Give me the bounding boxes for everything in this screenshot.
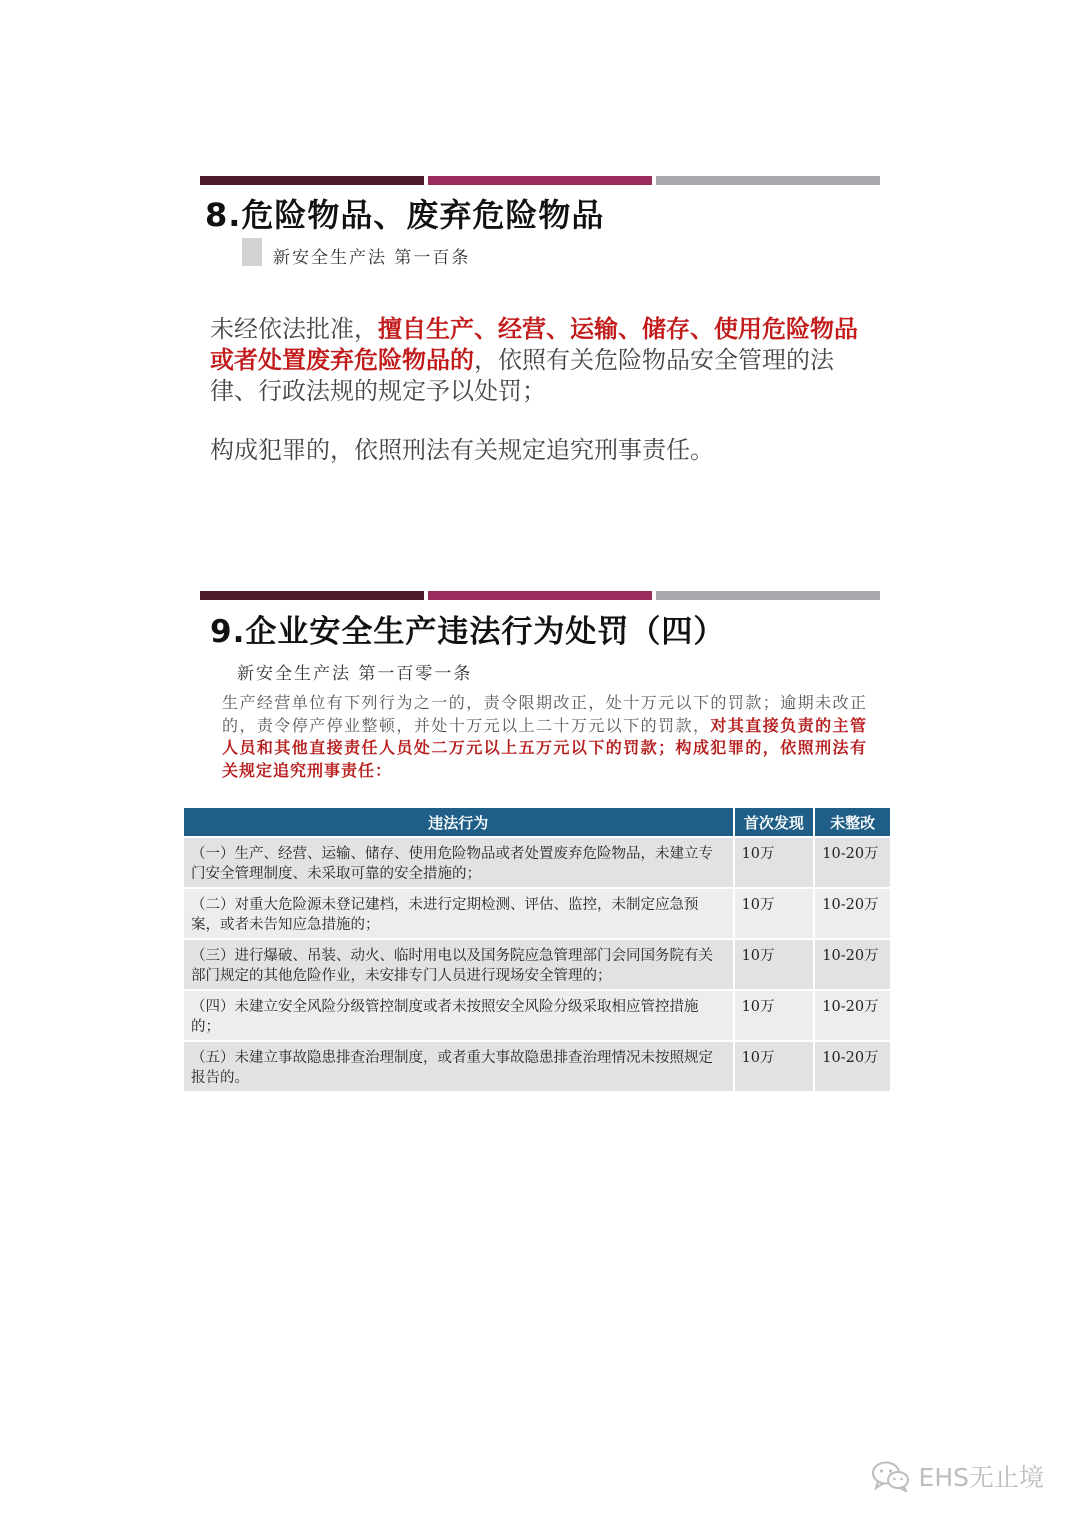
penalty-table [184, 808, 890, 1091]
cell-violation: （五）未建立事故隐患排查治理制度，或者重大事故隐患排查治理情况未按照规定报告的。 [184, 1041, 734, 1091]
section8-decor-bars [200, 176, 880, 185]
cell-not-rectified: 10-20万 [814, 888, 890, 939]
cell-first-found: 10万 [734, 837, 815, 888]
article-text-normal: 生产经营单位有下列行为之一的，责令限期改正，处十万元以下的罚款；逾期未改正的，责令停产停业整顿，并处十万元以上二十万元以下的罚款， [222, 693, 867, 735]
table-row [184, 888, 890, 939]
section8-title: 8.危险物品、废弃危险物品 [205, 196, 605, 234]
cell-violation: （三）进行爆破、吊装、动火、临时用电以及国务院应急管理部门会同国务院有关部门规定的其他危险作业，未安排专门人员进行现场安全管理的； [184, 939, 734, 990]
section8-paragraph-2: 构成犯罪的，依照刑法有关规定追究刑事责任。 [210, 436, 714, 464]
section8-subhead-marker [242, 238, 262, 266]
cell-first-found: 10万 [734, 990, 815, 1041]
section9-article-text [222, 692, 867, 782]
cell-not-rectified: 10-20万 [814, 939, 890, 990]
cell-violation: （二）对重大危险源未登记建档，未进行定期检测、评估、监控，未制定应急预案，或者未告知应急措施的； [184, 888, 734, 939]
header-not-rectified: 未整改 [814, 808, 890, 837]
table-row [184, 990, 890, 1041]
section9-title: 9.企业安全生产违法行为处罚（四） [210, 614, 726, 650]
wechat-icon [871, 1460, 911, 1492]
section9-subhead: 新安全生产法 第一百零一条 [237, 664, 473, 684]
cell-violation: （四）未建立安全风险分级管控制度或者未按照安全风险分级采取相应管控措施的； [184, 990, 734, 1041]
watermark-text: EHS无止境 [918, 1463, 1044, 1492]
table-row [184, 837, 890, 888]
cell-first-found: 10万 [734, 1041, 815, 1091]
section9-decor-bars [200, 591, 880, 600]
section8-subhead: 新安全生产法 第一百条 [273, 248, 471, 268]
header-violation: 违法行为 [184, 808, 734, 837]
cell-violation: （一）生产、经营、运输、储存、使用危险物品或者处置废弃危险物品，未建立专门安全管理制度、未采取可靠的安全措施的； [184, 837, 734, 888]
table-row [184, 939, 890, 990]
cell-first-found: 10万 [734, 888, 815, 939]
table-header-row [184, 808, 890, 837]
table-row [184, 1041, 890, 1091]
article-text-red: 对其直接负责的主管人员和其他直接责任人员处二万元以上五万元以下的罚款；构成犯罪的，依照刑法有关规定追究刑事责任： [222, 715, 867, 780]
para1-normal-end: ，依照有关危险物品安全管理的法律、行政法规的规定予以处罚； [210, 346, 834, 405]
cell-not-rectified: 10-20万 [814, 837, 890, 888]
para1-red-highlight: 擅自生产、经营、运输、储存、使用危险物品或者处置废弃危险物品的 [210, 315, 858, 374]
cell-not-rectified: 10-20万 [814, 990, 890, 1041]
watermark [871, 1458, 1044, 1494]
para1-normal-start: 未经依法批准， [210, 315, 378, 343]
header-first-found: 首次发现 [734, 808, 815, 837]
section8-paragraph-1 [210, 314, 870, 407]
cell-not-rectified: 10-20万 [814, 1041, 890, 1091]
cell-first-found: 10万 [734, 939, 815, 990]
